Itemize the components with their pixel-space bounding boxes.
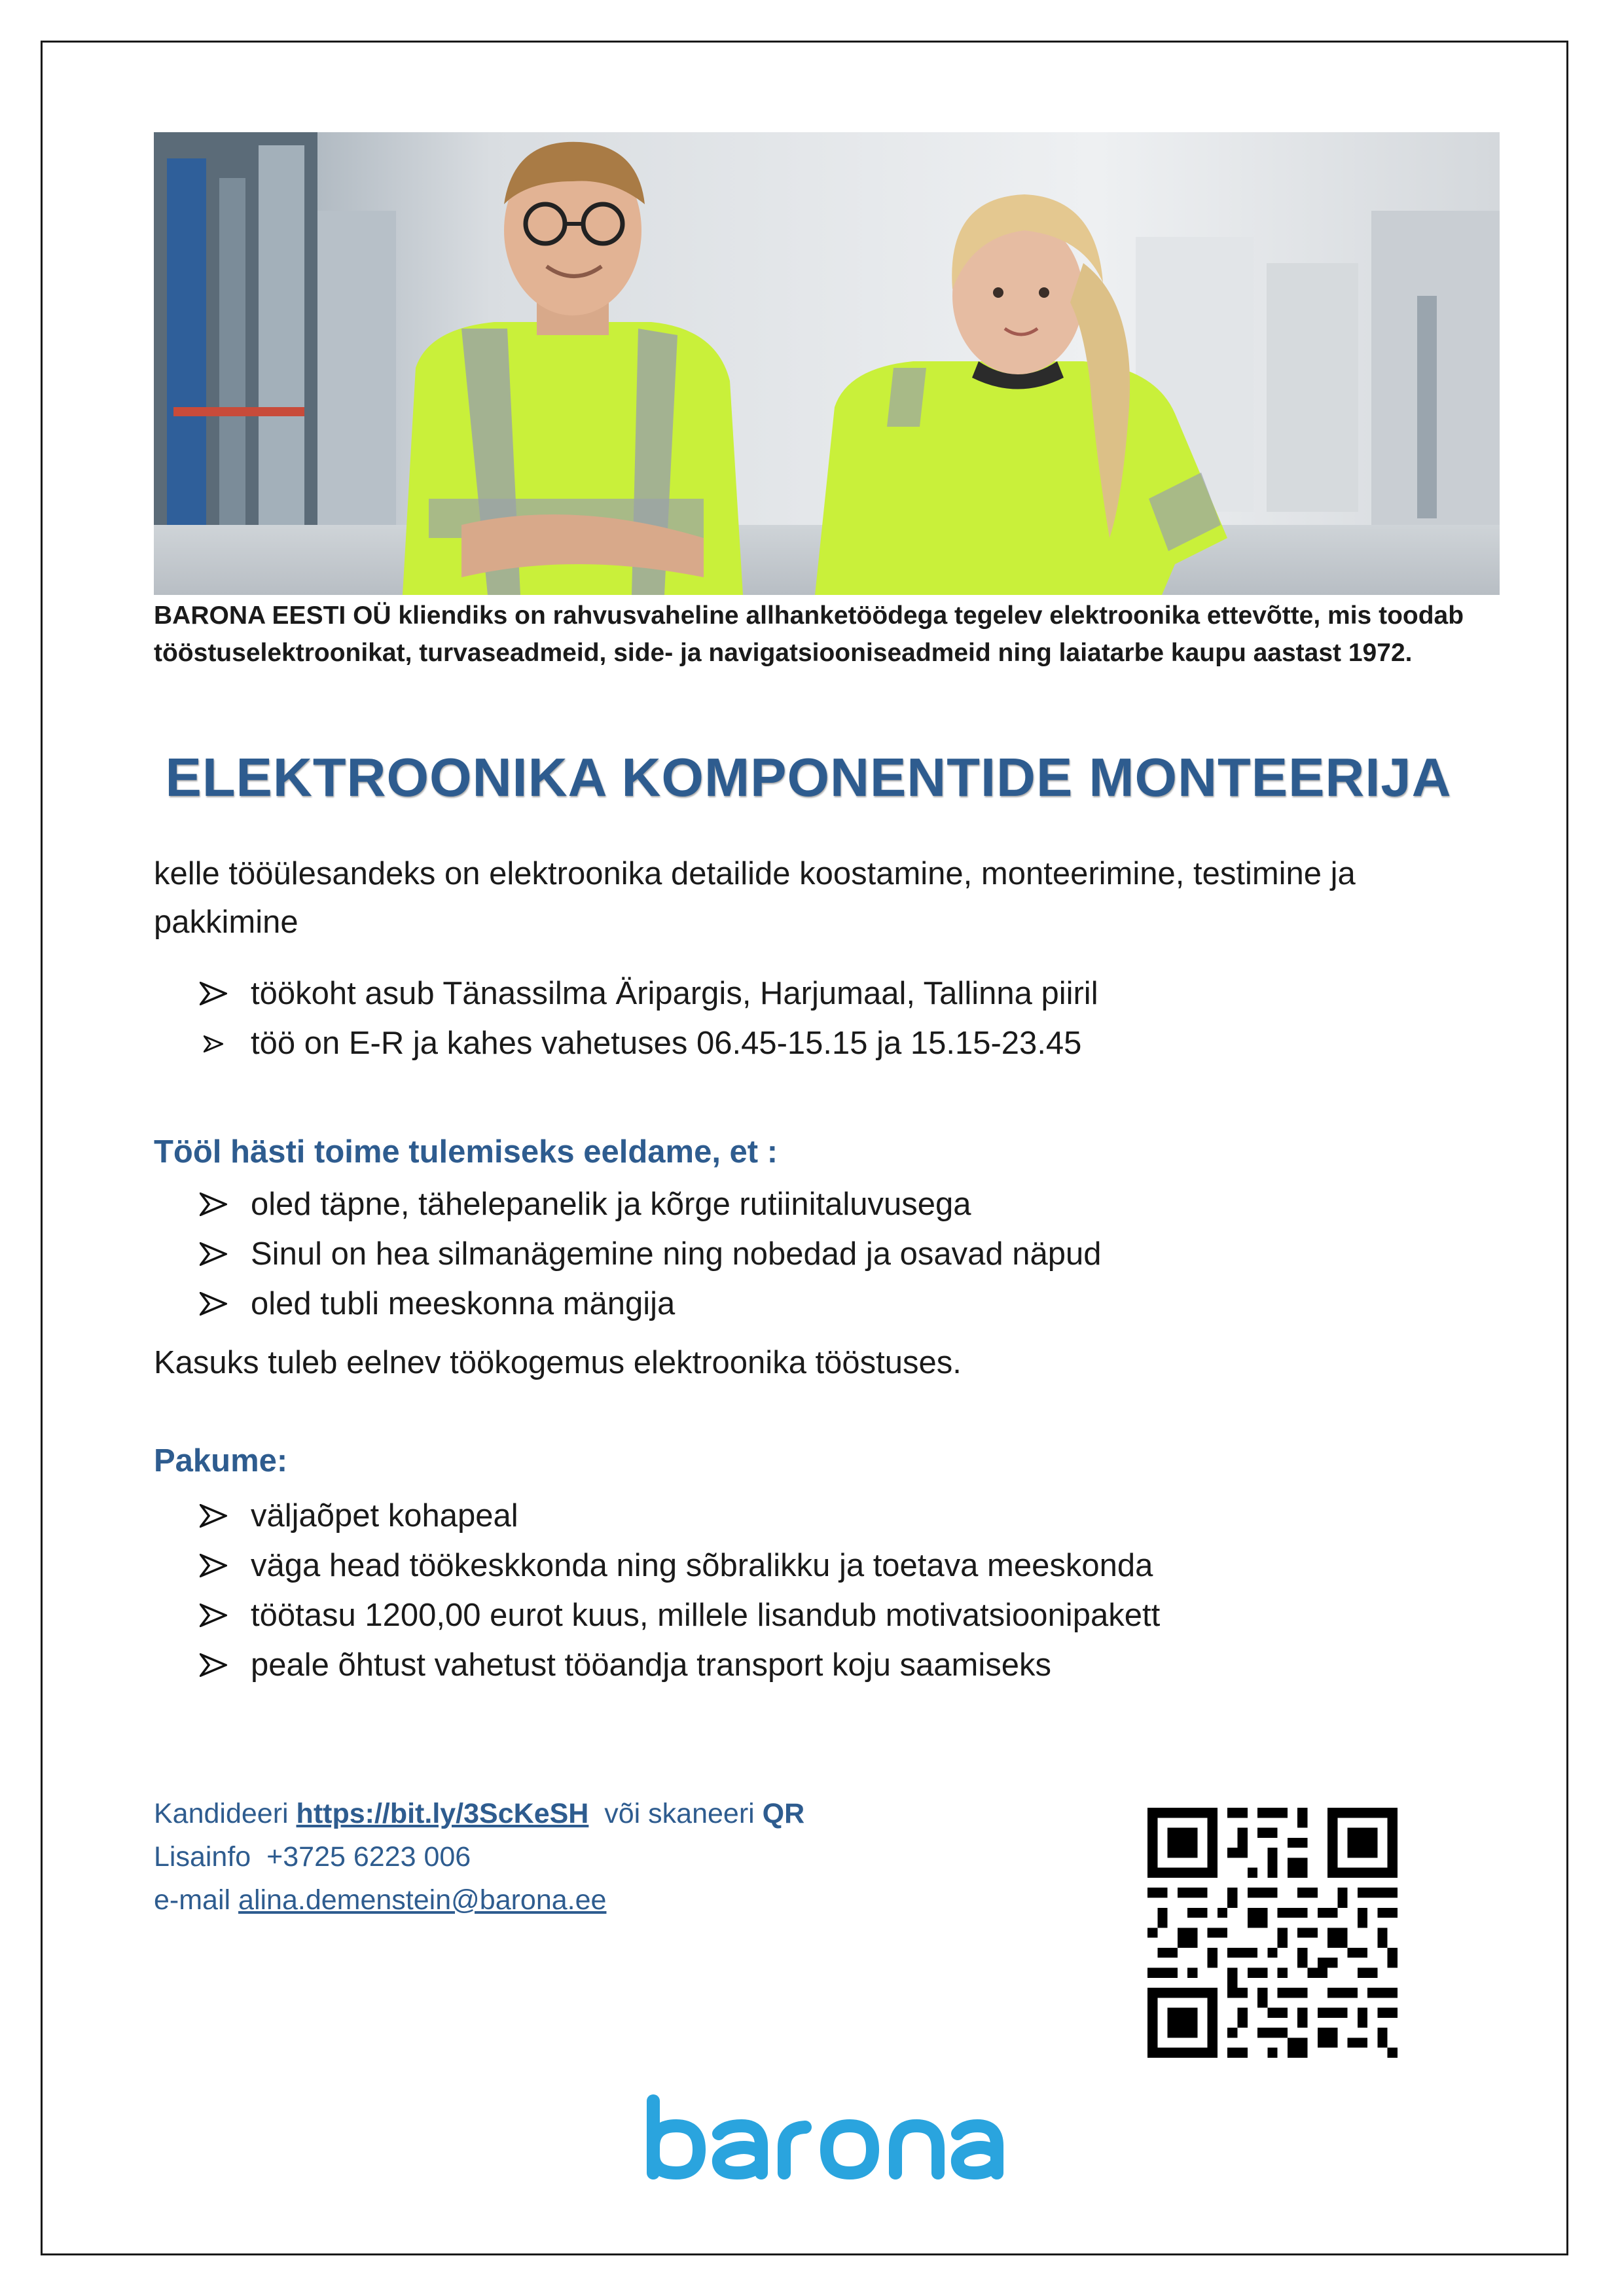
list-item-text: töökoht asub Tänassilma Äripargis, Harjumaal, Tallinna piiril [251,976,1098,1011]
qr-code[interactable] [1147,1808,1398,2058]
list-item [200,1640,1160,1690]
arrow-bullet-icon [200,1504,227,1528]
list-item-text: oled täpne, tähelepanelik ja kõrge rutiinitaluvusega [251,1187,971,1222]
experience-note: Kasuks tuleb eelnev töökogemus elektroonika tööstuses. [154,1345,962,1380]
list-item-text: töötasu 1200,00 eurot kuus, millele lisandub motivatsioonipakett [251,1598,1161,1633]
arrow-bullet-icon [200,1193,227,1216]
company-intro: BARONA EESTI OÜ kliendiks on rahvusvaheline allhanketöödega tegelev elektroonika ettevõtte, mis toodab tööstuselektroonikat, turvaseadmeid, side- ja navigatsiooniseadmeid ning laiatarbe kaupu aastast 1972. [154,601,1464,667]
arrow-bullet-icon [200,1604,227,1627]
list-item-text: peale õhtust vahetust tööandja transport koju saamiseks [251,1647,1052,1683]
apply-prefix: Kandideeri [154,1798,289,1829]
job-description: kelle tööülesandeks on elektroonika detailide koostamine, monteerimine, testimine ja pakkimine [154,856,1356,940]
arrow-bullet-icon [200,1292,227,1316]
requirements-list [200,1179,1101,1329]
offer-list [200,1491,1160,1690]
hero-photo [154,132,1500,595]
info-line [154,1835,471,1878]
list-item-text: väga head töökeskkonda ning sõbralikku ja toetava meeskonda [251,1548,1153,1583]
list-item [200,1590,1160,1640]
apply-qr-label: QR [762,1798,805,1829]
arrow-bullet-icon [200,1653,227,1677]
email-line [154,1878,606,1922]
apply-line [154,1792,804,1835]
phone-number[interactable]: +3725 6223 006 [266,1841,471,1873]
list-item [200,969,1098,1018]
arrow-bullet-icon [200,1242,227,1266]
info-label: Lisainfo [154,1841,251,1873]
email-link[interactable]: alina.demenstein@barona.ee [238,1884,607,1916]
list-item [200,1179,1101,1229]
arrow-bullet-icon [204,1035,223,1052]
list-item-text: oled tubli meeskonna mängija [251,1286,676,1321]
job-title: ELEKTROONIKA KOMPONENTIDE MONTEERIJA [165,747,1452,808]
offer-heading: Pakume: [154,1443,288,1479]
requirements-heading: Tööl hästi toime tulemiseks eeldame, et : [154,1134,778,1170]
job-details-list [200,969,1098,1068]
list-item [200,1541,1160,1590]
list-item [200,1018,1098,1068]
list-item-text: Sinul on hea silmanägemine ning nobedad ja osavad näpud [251,1236,1102,1272]
barona-logo [640,2094,1007,2186]
list-item-text: töö on E-R ja kahes vahetuses 06.45-15.15 ja 15.15-23.45 [251,1026,1082,1061]
list-item-text: väljaõpet kohapeal [251,1498,518,1534]
list-item [200,1279,1101,1329]
apply-middle: või skaneeri [604,1798,755,1829]
arrow-bullet-icon [200,1554,227,1577]
arrow-bullet-icon [200,982,227,1005]
list-item [200,1229,1101,1279]
email-label: e-mail [154,1884,231,1916]
list-item [200,1491,1160,1541]
apply-link[interactable]: https://bit.ly/3ScKeSH [296,1798,589,1829]
